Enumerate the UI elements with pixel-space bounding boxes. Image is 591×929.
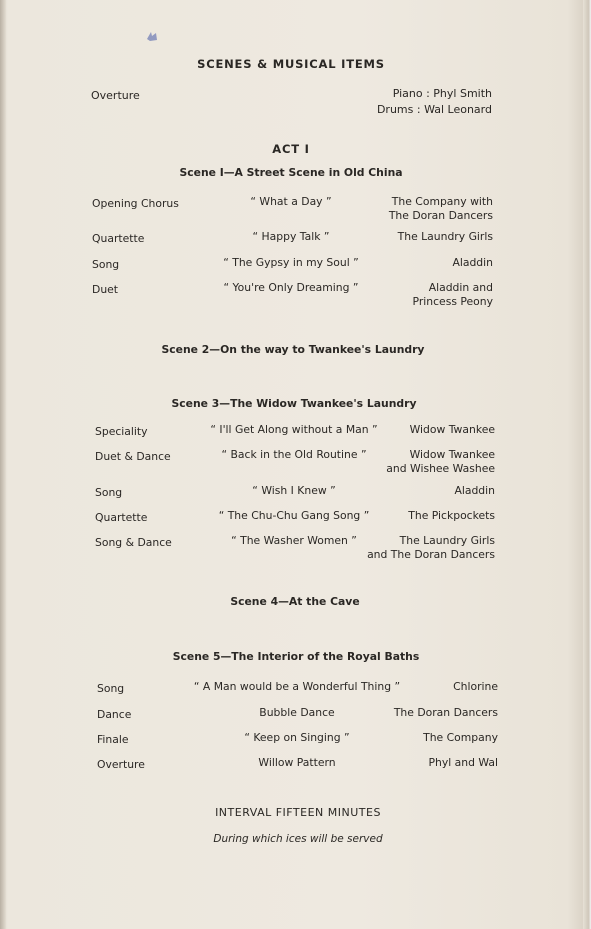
item-category: Overture (97, 758, 145, 771)
item-performers (338, 680, 498, 694)
item-category: Song (97, 682, 125, 695)
ices-note: During which ices will be served (213, 833, 383, 845)
performer-line: The Pickpockets (408, 509, 495, 522)
item-performers (333, 230, 493, 244)
item-title: “ Keep on Singing ” (244, 731, 350, 744)
item-category: Speciality (95, 425, 148, 438)
item-performers (335, 423, 495, 437)
scene-2-title: Scene 2—On the way to Twankee's Laundry (161, 343, 425, 356)
performer-line: Chlorine (453, 680, 498, 693)
item-category: Opening Chorus (92, 197, 179, 210)
item-title: “ The Chu-Chu Gang Song ” (218, 509, 370, 522)
item-category: Dance (97, 708, 132, 721)
ink-mark-icon (145, 30, 159, 42)
item-title: “ I'll Get Along without a Man ” (210, 423, 378, 436)
programme-item-row (0, 281, 591, 311)
item-performers (335, 534, 495, 562)
item-category: Song & Dance (95, 536, 172, 549)
item-title: Bubble Dance (259, 706, 335, 719)
item-performers (335, 509, 495, 523)
item-performers (333, 256, 493, 270)
act-heading: ACT I (272, 142, 310, 156)
performer-line: The Laundry Girls (399, 534, 495, 547)
performer-line: Phyl and Wal (428, 756, 498, 769)
item-performers (333, 281, 493, 309)
performer-line: Princess Peony (412, 295, 493, 308)
item-performers (333, 195, 493, 223)
performer-line: Aladdin (454, 484, 495, 497)
item-title: “ The Gypsy in my Soul ” (223, 256, 359, 269)
item-category: Quartette (95, 511, 148, 524)
programme-item-row (0, 756, 591, 786)
interval-notice: INTERVAL FIFTEEN MINUTES (215, 806, 381, 819)
programme-item-row (0, 448, 591, 478)
programme-item-row (0, 534, 591, 564)
overture-label: Overture (91, 89, 140, 102)
item-category: Duet (92, 283, 119, 296)
performer-line: Widow Twankee (409, 448, 495, 461)
performer-line: Aladdin (452, 256, 493, 269)
performer-line: Widow Twankee (409, 423, 495, 436)
performer-line: Aladdin and (428, 281, 493, 294)
performer-line: The Company with (391, 195, 493, 208)
overture-drums: Drums : Wal Leonard (376, 103, 492, 116)
item-title: “ Back in the Old Routine ” (221, 448, 367, 461)
programme-item-row (0, 195, 591, 225)
item-category: Duet & Dance (95, 450, 171, 463)
performer-line: The Company (423, 731, 498, 744)
item-category: Song (92, 258, 120, 271)
item-title: “ A Man would be a Wonderful Thing ” (193, 680, 401, 693)
performer-line: and The Doran Dancers (367, 548, 495, 561)
performer-line: The Laundry Girls (397, 230, 493, 243)
item-title: Willow Pattern (258, 756, 336, 769)
performer-line: The Doran Dancers (393, 706, 498, 719)
item-title: “ What a Day ” (250, 195, 332, 208)
item-category: Finale (97, 733, 129, 746)
overture-piano: Piano : Phyl Smith (392, 87, 492, 100)
item-performers (338, 706, 498, 720)
item-category: Song (95, 486, 123, 499)
item-performers (335, 484, 495, 498)
scene-1-title: Scene I—A Street Scene in Old China (179, 166, 403, 179)
performer-line: and Wishee Washee (386, 462, 495, 475)
page-heading: SCENES & MUSICAL ITEMS (197, 57, 385, 71)
item-title: “ The Washer Women ” (231, 534, 357, 547)
scene-4-title: Scene 4—At the Cave (230, 595, 360, 608)
item-performers (335, 448, 495, 476)
item-title: “ Happy Talk ” (252, 230, 330, 243)
item-category: Quartette (92, 232, 145, 245)
item-title: “ Wish I Knew ” (252, 484, 336, 497)
item-title: “ You're Only Dreaming ” (223, 281, 359, 294)
item-performers (338, 731, 498, 745)
scene-5-title: Scene 5—The Interior of the Royal Baths (172, 650, 420, 663)
performer-line: The Doran Dancers (388, 209, 493, 222)
item-performers (338, 756, 498, 770)
scene-3-title: Scene 3—The Widow Twankee's Laundry (171, 397, 417, 410)
